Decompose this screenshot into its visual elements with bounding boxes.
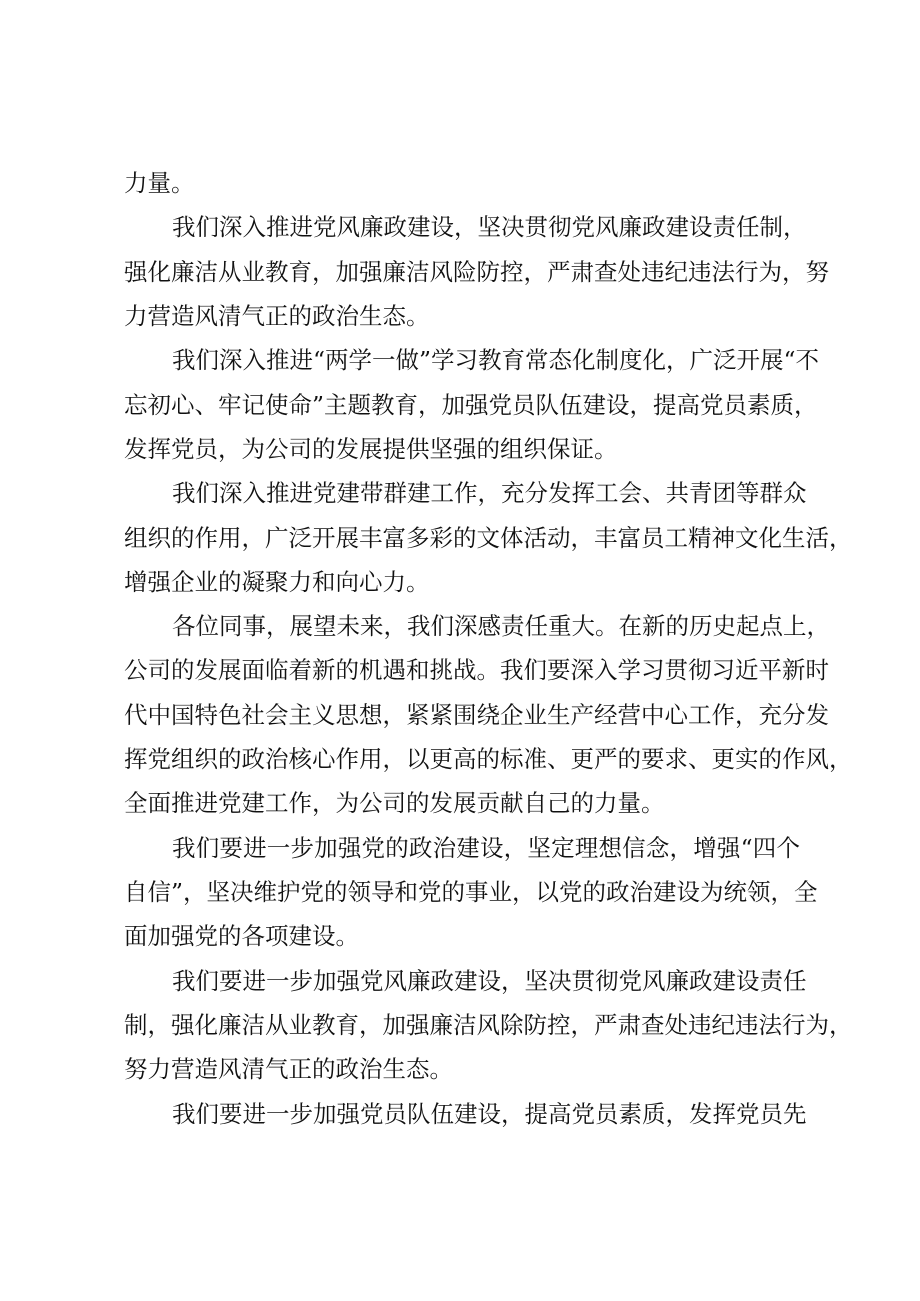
- paragraph-first-line: 我们要进一步加强党员队伍建设，提高党员素质，发挥党员先: [172, 1100, 807, 1128]
- text-line: 组织的作用，广泛开展丰富多彩的文体活动，丰富员工精神文化生活，: [124, 524, 853, 552]
- text-line: 代中国特色社会主义思想，紧紧围绕企业生产经营中心工作，充分发: [124, 701, 829, 729]
- paragraph-first-line: 我们深入推进党建带群建工作，充分发挥工会、共青团等群众: [172, 479, 807, 507]
- text-line: 全面推进党建工作，为公司的发展贡献自己的力量。: [124, 789, 665, 817]
- paragraph-first-line: 各位同事，展望未来，我们深感责任重大。在新的历史起点上，: [172, 612, 830, 640]
- text-line: 努力营造风清气正的政治生态。: [124, 1055, 453, 1083]
- text-line: 发挥党员，为公司的发展提供坚强的组织保证。: [124, 435, 618, 463]
- text-line: 制，强化廉洁从业教育，加强廉洁风除防控，严肃查处违纪违法行为，: [124, 1011, 853, 1039]
- paragraph-first-line: 我们要进一步加强党的政治建设，坚定理想信念，增强“四个: [172, 834, 800, 862]
- text-line: 力营造风清气正的政治生态。: [124, 302, 430, 330]
- text-line: 公司的发展面临着新的机遇和挑战。我们要深入学习贯彻习近平新时: [124, 656, 829, 684]
- text-line: 挥党组织的政治核心作用，以更高的标准、更严的要求、更实的作风，: [124, 745, 853, 773]
- text-line: 面加强党的各项建设。: [124, 922, 359, 950]
- text-line: 强化廉洁从业教育，加强廉洁风险防控，严肃查处违纪违法行为，努: [124, 258, 829, 286]
- paragraph-first-line: 我们深入推进“两学一做”学习教育常态化制度化，广泛开展“不: [172, 346, 820, 374]
- paragraph-first-line: 我们要进一步加强党风廉政建设，坚决贯彻党风廉政建设责任: [172, 967, 807, 995]
- text-line: 自信”，坚决维护党的领导和党的事业，以党的政治建设为统领，全: [124, 878, 818, 906]
- text-line: 力量。: [124, 169, 195, 197]
- paragraph-first-line: 我们深入推进党风廉政建设，坚决贯彻党风廉政建设责任制，: [172, 213, 807, 241]
- text-line: 忘初心、牢记使命”主题教育，加强党员队伍建设，提高党员素质，: [124, 391, 818, 419]
- text-line: 增强企业的凝聚力和向心力。: [124, 568, 430, 596]
